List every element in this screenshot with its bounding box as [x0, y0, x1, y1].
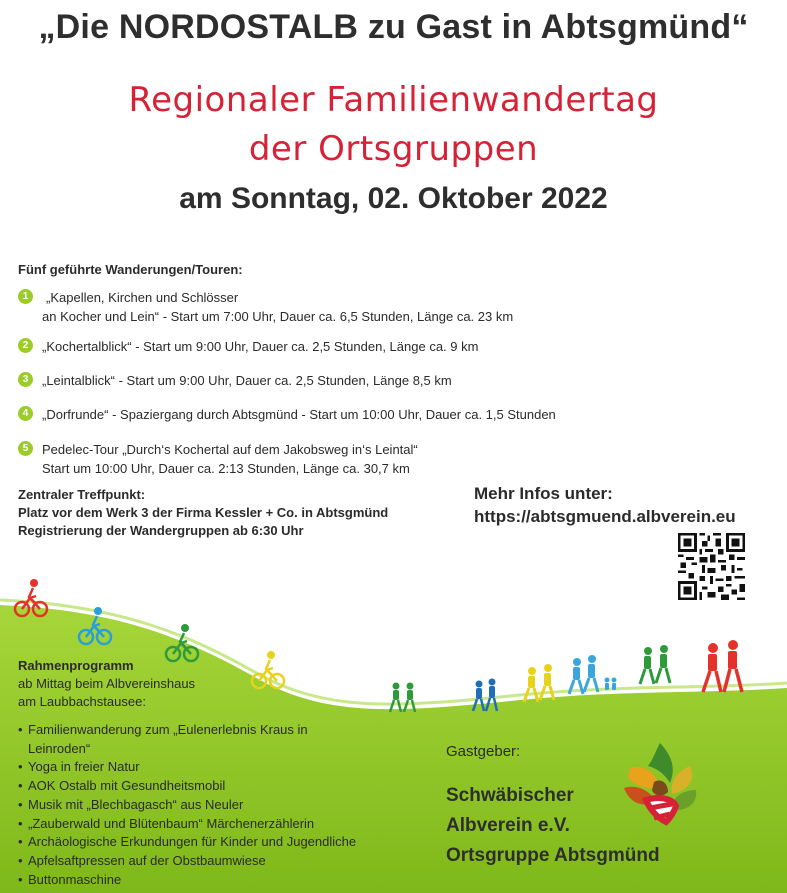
meeting-registration: Registrierung der Wandergruppen ab 6:30 Uhr: [18, 523, 304, 538]
more-info-url[interactable]: https://abtsgmuend.albverein.eu: [474, 507, 736, 526]
albverein-leaf-logo-icon: [610, 738, 710, 838]
tour-line: „Kochertalblick“ - Start um 9:00 Uhr, Dauer ca. 2,5 Stunden, Länge ca. 9 km: [42, 339, 479, 354]
tours-heading: Fünf geführte Wanderungen/Touren:: [18, 262, 243, 277]
tour-line: Pedelec-Tour „Durch‘s Kochertal auf dem Jakobsweg in‘s Leintal“: [42, 442, 418, 457]
program-item: • Yoga in freier Natur: [18, 758, 356, 777]
program-line: am Laubbachstausee:: [18, 694, 146, 709]
subtitle-line-2: der Ortsgruppen: [248, 129, 539, 169]
program-intro: [18, 657, 195, 711]
hikers-red-icon: [703, 640, 742, 692]
program-item: • „Zauberwald und Blütenbaum“ Märchenerzählerin: [18, 815, 356, 834]
tour-line: „Leintalblick“ - Start um 9:00 Uhr, Dauer ca. 2,5 Stunden, Länge 8,5 km: [42, 373, 452, 388]
host-label: Gastgeber:: [446, 743, 521, 760]
program-item: • Buttonmaschine: [18, 871, 356, 890]
number-3-icon: 3: [18, 372, 33, 387]
hikers-blue-icon: [473, 679, 497, 712]
program-heading: Rahmenprogramm: [18, 658, 134, 673]
cyclist-green-icon: [166, 624, 198, 661]
host-line: Albverein e.V.: [446, 815, 570, 836]
number-2-icon: 2: [18, 338, 33, 353]
meeting-heading: Zentraler Treffpunkt:: [18, 487, 146, 502]
hikers-green-icon: [390, 683, 415, 713]
hikers-dark-green-icon: [640, 645, 670, 684]
program-item: • Apfelsaftpressen auf der Obstbaumwiese: [18, 852, 356, 871]
program-item: • Familienwanderung zum „Eulenerlebnis Kraus in Leinroden“: [18, 721, 348, 758]
page-title: „Die NORDOSTALB zu Gast in Abtsgmünd“: [38, 8, 749, 46]
tour-line: „Dorfrunde“ - Spaziergang durch Abtsgmünd - Start um 10:00 Uhr, Dauer ca. 1,5 Stunden: [42, 407, 556, 422]
program-item: • Archäologische Erkundungen für Kinder und Jugendliche: [18, 833, 356, 852]
event-date: am Sonntag, 02. Oktober 2022: [179, 182, 608, 215]
tour-line: Start um 10:00 Uhr, Dauer ca. 2:13 Stunden, Länge ca. 30,7 km: [42, 461, 410, 476]
cyclist-yellow-icon: [252, 651, 284, 688]
program-line: ab Mittag beim Albvereinshaus: [18, 676, 196, 691]
hikers-yellow-icon: [524, 664, 554, 702]
hikers-light-blue-icon: [569, 655, 617, 694]
number-5-icon: 5: [18, 441, 33, 456]
program-list: [18, 721, 356, 889]
program-item: • AOK Ostalb mit Gesundheitsmobil: [18, 777, 356, 796]
cyclist-blue-icon: [79, 607, 111, 644]
more-info-label: Mehr Infos unter:: [474, 484, 613, 503]
meeting-place: Platz vor dem Werk 3 der Firma Kessler + Co. in Abtsgmünd: [18, 505, 389, 520]
host-line: Schwäbischer: [446, 785, 574, 806]
number-4-icon: 4: [18, 406, 33, 421]
tour-line: „Kapellen, Kirchen und Schlösser: [46, 290, 239, 305]
host-line: Ortsgruppe Abtsgmünd: [446, 845, 660, 866]
cyclist-red-icon: [15, 579, 47, 616]
number-1-icon: 1: [18, 289, 33, 304]
tour-line: an Kocher und Lein“ - Start um 7:00 Uhr, Dauer ca. 6,5 Stunden, Länge ca. 23 km: [42, 309, 514, 324]
program-item: • Musik mit „Blechbagasch“ aus Neuler: [18, 796, 356, 815]
subtitle-line-1: Regionaler Familienwandertag: [128, 80, 659, 120]
